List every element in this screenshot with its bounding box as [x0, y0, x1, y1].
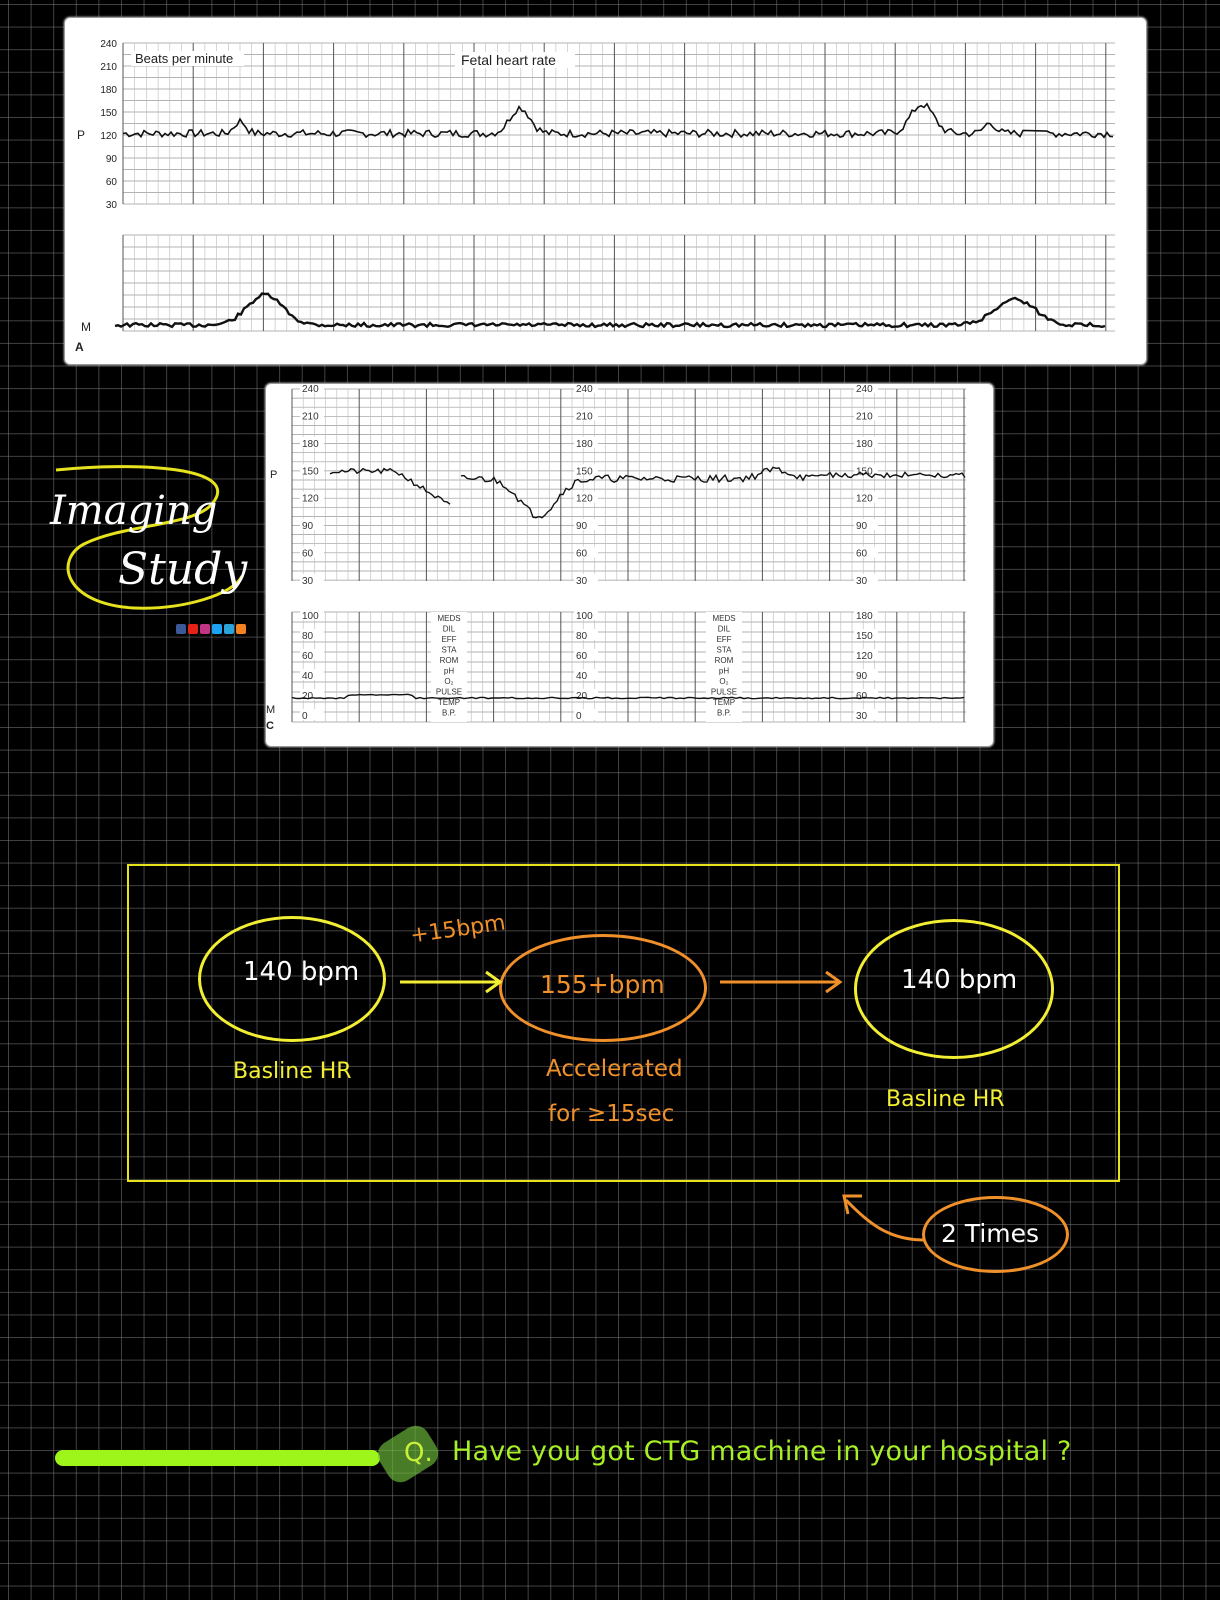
meds-label: MEDS	[712, 614, 736, 623]
uc-tick-label: 40	[576, 671, 588, 682]
meds-label: EFF	[716, 635, 732, 644]
ctg-strip-a	[64, 17, 1147, 365]
question-prefix: Q.	[404, 1438, 433, 1468]
node-accelerated-caption-1: Accelerated	[546, 1056, 683, 1082]
telegram-icon[interactable]	[224, 624, 234, 634]
y-tick-label: 60	[105, 177, 117, 188]
logo-line2: Study	[118, 544, 248, 595]
label-p: P	[77, 128, 86, 142]
uc-tick-label: 100	[302, 611, 319, 622]
facebook-icon[interactable]	[176, 624, 186, 634]
fhr-tick-label: 210	[302, 411, 319, 423]
y-tick-label: 30	[105, 200, 117, 211]
fhr-tick-label: 210	[576, 411, 593, 423]
uc-tick-label: 0	[576, 711, 582, 722]
question-text: Have you got CTG machine in your hospital ?	[452, 1436, 1072, 1467]
label-m: M	[266, 704, 276, 716]
panel-letter: C	[266, 720, 274, 732]
youtube-icon[interactable]	[188, 624, 198, 634]
y-tick-label: 180	[100, 85, 117, 96]
node-accelerated-label: 155+bpm	[540, 970, 665, 999]
uc-tick-label: 80	[576, 631, 588, 642]
fhr-tick-label: 30	[856, 576, 868, 587]
meds-label: pH	[443, 666, 455, 676]
uc-tick-label: 0	[302, 711, 308, 722]
ylabel: Beats per minute	[135, 51, 234, 66]
meds-label: O₂	[444, 677, 454, 686]
meds-label: B.P.	[716, 708, 732, 718]
label-p: P	[270, 469, 278, 481]
fhr-tick-label: 210	[856, 411, 873, 423]
uc-tick-label: 30	[856, 711, 868, 722]
fhr-tick-label: 120	[302, 493, 319, 505]
uc-tick-label: 60	[576, 651, 588, 662]
fhr-tick-label: 180	[576, 438, 593, 450]
uc-tick-label: 60	[856, 691, 868, 702]
meds-label: ROM	[439, 656, 459, 665]
panel-letter: A	[75, 340, 84, 354]
social-icons	[176, 624, 246, 634]
fhr-tick-label: 180	[856, 438, 873, 450]
uc-grid	[123, 235, 1115, 331]
fhr-tick-label: 240	[302, 384, 319, 395]
fhr-trace-segment-2	[461, 467, 965, 517]
meds-label: TEMP	[437, 698, 461, 707]
meds-label: DIL	[442, 624, 456, 634]
repeat-label: 2 Times	[941, 1219, 1040, 1248]
fhr-tick-label: 60	[302, 548, 314, 560]
meds-label: STA	[716, 645, 732, 655]
fhr-tick-label: 240	[856, 384, 873, 395]
meds-label: STA	[441, 645, 457, 655]
uc-tick-label: 150	[856, 631, 873, 642]
meds-label: DIL	[717, 624, 731, 634]
repeat-arrow	[844, 1196, 925, 1240]
fhr-tick-label: 90	[302, 521, 314, 533]
meds-label: TEMP	[712, 698, 736, 707]
web-icon[interactable]	[236, 624, 246, 634]
fhr-tick-label: 180	[302, 438, 319, 450]
fhr-tick-label: 90	[856, 521, 868, 533]
uc-tick-label: 60	[302, 651, 314, 662]
fhr-tick-label: 90	[576, 521, 588, 533]
meds-label: O₂	[719, 677, 729, 686]
ctg-strip-c	[265, 383, 994, 747]
y-tick-label: 120	[100, 131, 117, 142]
fhr-tick-label: 150	[302, 466, 319, 478]
node-baseline-2-label: 140 bpm	[901, 965, 1018, 995]
uc-tick-label: 20	[302, 691, 314, 702]
fhr-tick-label: 150	[576, 466, 593, 478]
fhr-tick-label: 30	[302, 576, 314, 587]
y-tick-label: 240	[100, 39, 117, 50]
fhr-tick-label: 120	[856, 493, 873, 505]
arrow1-label: +15bpm	[408, 910, 508, 949]
twitter-icon[interactable]	[212, 624, 222, 634]
fhr-grid	[123, 43, 1115, 204]
meds-label: pH	[718, 666, 730, 676]
fhr-tick-label: 120	[576, 493, 593, 505]
fhr-tick-label: 30	[576, 576, 588, 587]
logo-swoosh	[44, 464, 254, 634]
y-tick-label: 90	[105, 154, 117, 165]
node-accelerated-caption-2: for ≥15sec	[548, 1101, 675, 1127]
uc-tick-label: 20	[576, 691, 588, 702]
imaging-study-logo	[44, 464, 254, 634]
fhr-tick-label: 150	[856, 466, 873, 478]
fhr-axis-ticks	[100, 39, 117, 211]
node-baseline-1-caption: Basline HR	[233, 1059, 352, 1084]
ctg-strip-c-chart	[266, 384, 993, 746]
uc-grid	[292, 612, 966, 722]
label-m: M	[81, 320, 91, 334]
meds-label: B.P.	[441, 708, 457, 718]
fhr-tick-label: 60	[576, 548, 588, 560]
uc-tick-label: 100	[576, 611, 593, 622]
y-tick-label: 150	[100, 108, 117, 119]
fhr-tick-label: 60	[856, 548, 868, 560]
strip-title: Fetal heart rate	[461, 52, 556, 68]
meds-label: ROM	[714, 656, 734, 665]
instagram-icon[interactable]	[200, 624, 210, 634]
uc-tick-label: 40	[302, 671, 314, 682]
meds-label: PULSE	[710, 687, 738, 697]
highlight-bar	[55, 1450, 380, 1466]
fhr-tick-label: 240	[576, 384, 593, 395]
ctg-strip-a-chart	[65, 18, 1146, 364]
meds-label: EFF	[441, 635, 457, 644]
node-baseline-1-label: 140 bpm	[243, 957, 360, 987]
uc-tick-label: 80	[302, 631, 314, 642]
node-baseline-2-caption: Basline HR	[886, 1087, 1005, 1112]
meds-label: MEDS	[437, 614, 461, 623]
logo-line1: Imaging	[50, 488, 218, 534]
y-tick-label: 210	[100, 62, 117, 73]
meds-label: PULSE	[435, 687, 463, 697]
uc-tick-label: 120	[856, 651, 873, 662]
fhr-trace	[123, 104, 1113, 138]
uc-tick-label: 180	[856, 611, 873, 622]
uc-tick-label: 90	[856, 671, 868, 682]
